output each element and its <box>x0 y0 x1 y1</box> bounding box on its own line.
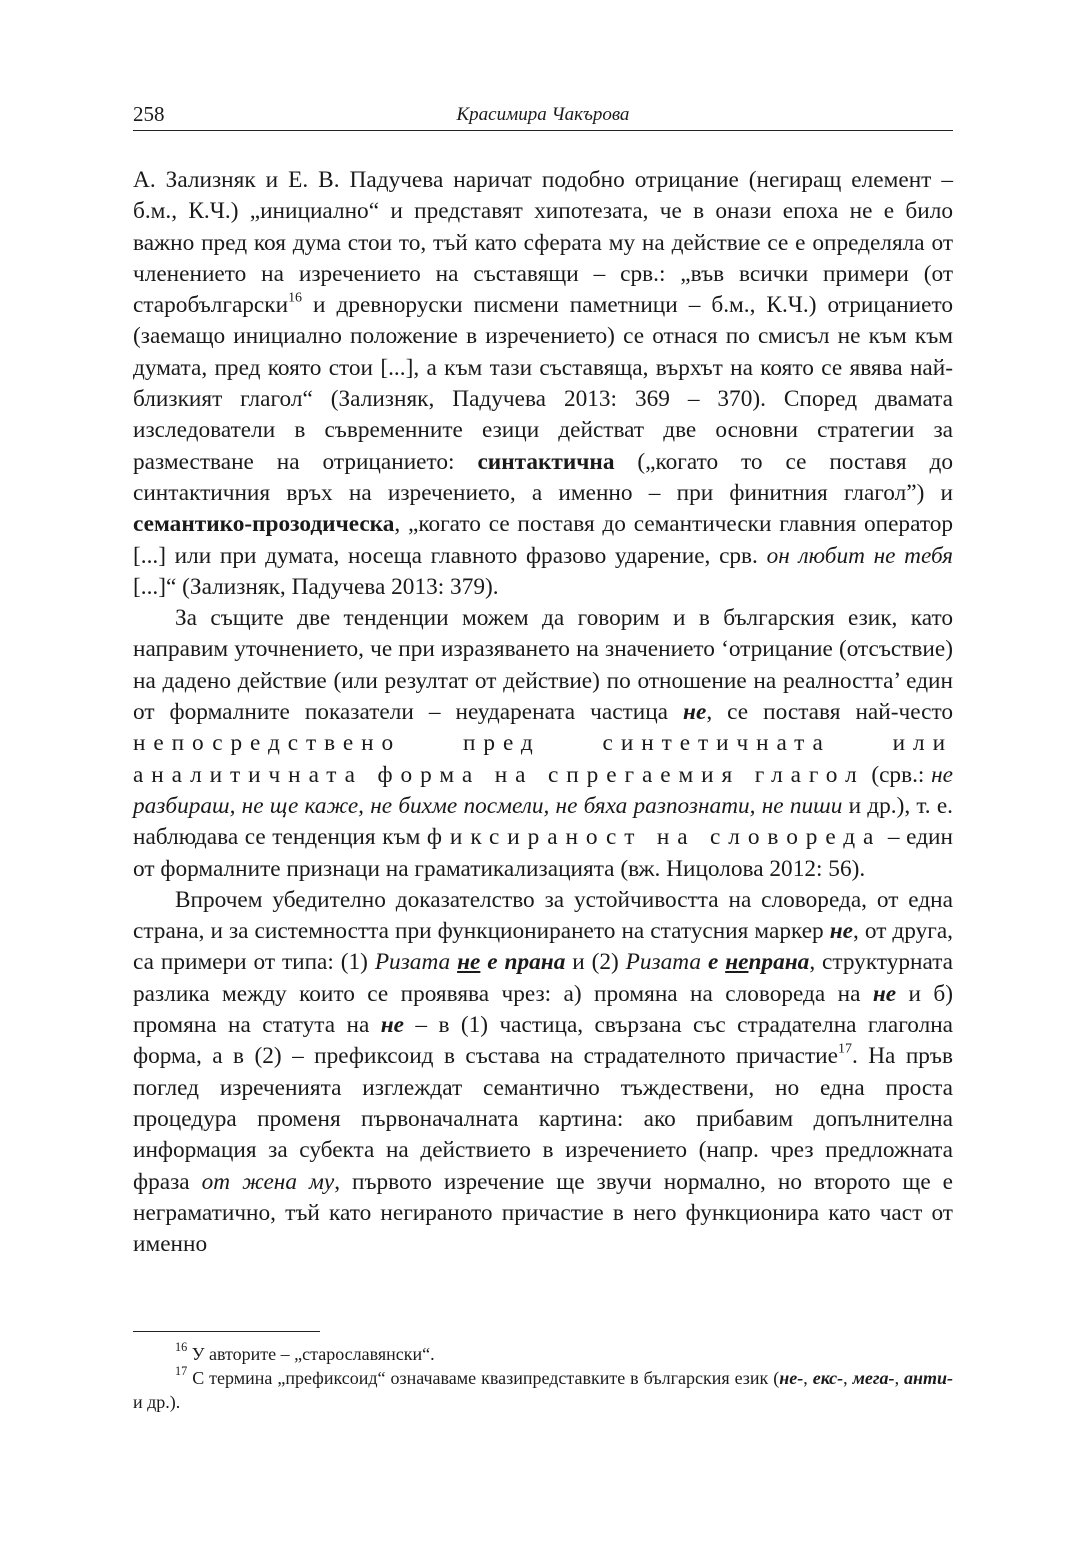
text-run: , <box>803 1368 813 1388</box>
footnote-reference: 17 <box>837 1041 852 1057</box>
page <box>133 100 953 1260</box>
running-title: Красимира Чакърова <box>456 104 630 125</box>
emphasized-text: не <box>829 918 854 945</box>
emphasized-text: он любит не тебя <box>766 542 953 569</box>
text-run: [...]“ (Зализняк, Падучева 2013: 379). <box>133 573 499 600</box>
emphasized-text: не разбираш, не ще каже, не бихме посмели, не бяха разпознати, не пиши <box>133 761 953 819</box>
emphasized-text: е <box>707 949 726 976</box>
footnote-reference: 16 <box>175 1339 188 1354</box>
emphasized-text: не <box>725 949 749 976</box>
text-run: , първото изречение ще звучи нормално, но второто ще е неграматично, тъй като негираното причастие в него функционира като част от именно <box>133 1168 954 1258</box>
text-run: , „когато се поставя до семантически главния оператор [...] или при думата, носеща главното фразово ударение, срв. <box>133 511 953 569</box>
footnote <box>133 1363 954 1414</box>
footnote <box>133 1339 953 1366</box>
body-text <box>133 165 953 1260</box>
footnote-reference: 17 <box>175 1363 188 1378</box>
text-run: и др.), т. е. наблюдава се тенденция към <box>133 792 954 851</box>
text-run: , от друга, са примери от типа: (1) <box>133 918 953 976</box>
text-run: , структурната разлика между които се проявява чрез: а) промяна на словореда на <box>133 949 954 1007</box>
text-run: . На пръв поглед изреченията изглеждат семантично тъждествени, но една проста процедура променя първоначалната картина: ако прибавим допълнителна информация за субекта на действието в изречението (напр. чрез предложната фраза <box>133 1043 953 1195</box>
emphasized-text: е прана <box>480 949 566 976</box>
emphasized-text: от жена му <box>201 1168 335 1195</box>
emphasized-text: синтактична <box>477 448 615 475</box>
emphasized-text: не <box>683 699 707 726</box>
paragraph <box>133 885 953 1261</box>
footnotes <box>133 1331 953 1414</box>
text-run: и (2) <box>565 949 626 976</box>
text-run: и др.). <box>133 1392 181 1412</box>
emphasized-text: не <box>457 949 481 976</box>
emphasized-text: анти- <box>904 1368 954 1388</box>
text-run: У авторите – „старославянски“. <box>187 1344 435 1364</box>
emphasized-text: мега- <box>852 1368 895 1388</box>
emphasized-text: не <box>872 980 897 1007</box>
text-run: , <box>894 1368 905 1388</box>
emphasized-text: не <box>380 1012 404 1039</box>
emphasized-text: екс- <box>812 1368 844 1388</box>
footnote-separator <box>133 1331 320 1332</box>
text-run: (срв.: <box>864 761 932 788</box>
footnote-reference: 16 <box>288 290 303 306</box>
text-run: , <box>843 1368 853 1388</box>
text-run: – един от формалните признаци на граматикализацията (вж. Ницолова 2012: 56). <box>133 824 953 882</box>
text-run: Впрочем убедително доказателство за устойчивостта на словореда, от една страна, и за системността при функционирането на статусния маркер <box>133 886 953 945</box>
text-run: и древноруски писмени паметници – б.м., К.Ч.) отрицанието (заемащо инициално положение в изречението) се отнася по смисъл не към към думата, пред която стои [...], а към тази съставяща, върхът на която се явява най-близкият глагол“ (Зализняк, Падучева 2013: 369 – 370). Според двамата изследователи в съвременните езици действат две основни стратегии за разместване на отрицанието: <box>133 292 953 475</box>
text-run: и б) промяна на статута на <box>133 980 954 1039</box>
text-run: А. Зализняк и Е. В. Падучева наричат подобно отрицание (негиращ елемент – б.м., К.Ч.) „инициално“ и представят хипотезата, че в онази епоха не е било важно пред коя дума стои то, тъй като сферата му на действие се е определяла от членението на изречението на съставящи – срв.: „във всички примери (от старобългарски <box>133 167 953 319</box>
text-run: С термина „префиксоид“ означаваме квазипредставките в българския език ( <box>187 1368 780 1388</box>
emphasized-text: Ризата <box>625 949 708 976</box>
emphasized-text: прана <box>748 949 810 976</box>
page-header <box>133 100 953 131</box>
emphasized-text: Ризата <box>374 949 458 976</box>
paragraph <box>133 603 953 885</box>
text-run: За същите две тенденции можем да говорим и в българския език, като направим уточнението, че при изразяването на значението ‘отрицание (отсъствие) на дадено действие (или резултат от действие) по отношение на реалността’ един от формалните показатели – неударената частица <box>133 605 953 726</box>
text-run: („когато то се поставя до синтактичния връх на изречението, а именно – при финитния глагол”) и <box>133 448 954 506</box>
text-run: , се поставя най-често <box>706 699 953 726</box>
emphasized-text: семантико-прозодическа <box>133 511 395 538</box>
emphasized-text: не- <box>779 1368 804 1388</box>
spaced-emphasis-text: непосредствено пред синтетичната или аналитичната форма на спрегаемия глагол <box>133 730 953 788</box>
paragraph <box>133 165 953 603</box>
page-number: 258 <box>133 102 165 126</box>
text-run: – в (1) частица, свързана със страдателна глаголна форма, а в (2) – префиксоид в състава на страдателното причастие <box>133 1012 953 1070</box>
spaced-emphasis-text: фиксираност на словореда <box>426 824 882 851</box>
